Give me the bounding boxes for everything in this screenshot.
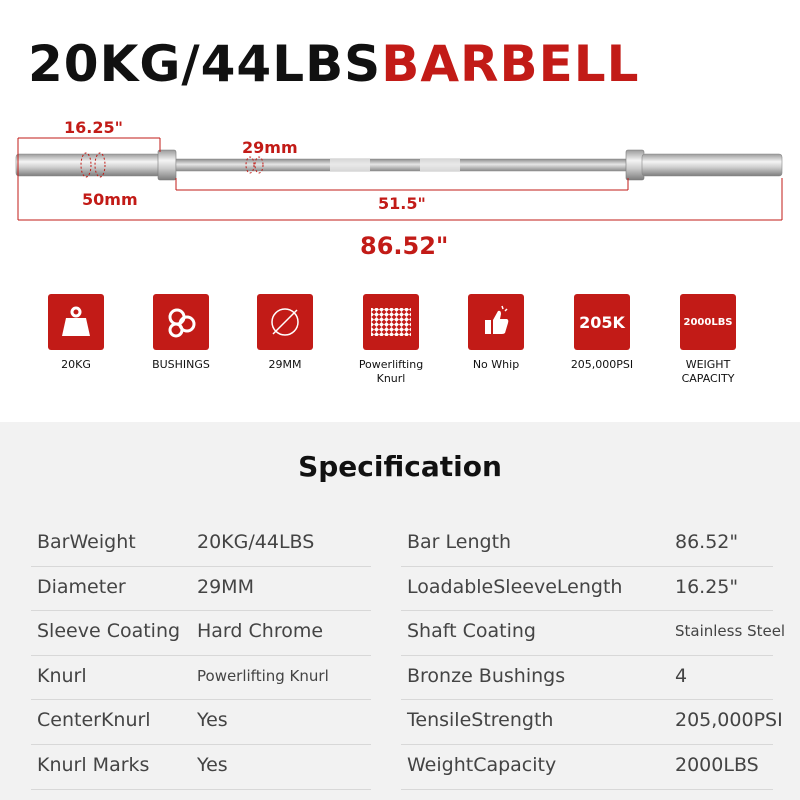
feature-icons xyxy=(0,294,800,394)
feature-label: 29MM xyxy=(268,358,302,371)
knurl-icon xyxy=(363,294,419,350)
spec-row xyxy=(401,700,783,745)
spec-row xyxy=(31,700,371,745)
spec-key: Knurl Marks xyxy=(37,753,150,776)
bushings-icon xyxy=(153,294,209,350)
spec-key: Knurl xyxy=(37,664,87,687)
spec-key: TensileStrength xyxy=(407,709,554,732)
spec-left-column xyxy=(31,522,371,790)
thumbs-up-icon xyxy=(468,294,524,350)
spec-value: Yes xyxy=(197,753,228,776)
sleeve-length-label: 16.25" xyxy=(64,118,123,137)
title-weight: 20KG/44LBS xyxy=(28,35,382,93)
spec-row xyxy=(31,522,371,567)
spec-row xyxy=(401,567,773,612)
spec-key: CenterKnurl xyxy=(37,709,151,732)
spec-value: Yes xyxy=(197,709,228,732)
spec-row xyxy=(31,611,371,656)
spec-key: BarWeight xyxy=(37,531,136,553)
feature-label: WEIGHT CAPACITY xyxy=(681,358,735,385)
spec-key: Diameter xyxy=(37,575,126,598)
spec-title: Specification xyxy=(298,450,502,483)
feature-label: No Whip xyxy=(472,358,520,371)
spec-value: Hard Chrome xyxy=(197,620,324,643)
feature-capacity xyxy=(663,294,753,386)
spec-row xyxy=(401,611,786,656)
capacity-badge: 2000LBS xyxy=(680,294,736,350)
feature-diameter xyxy=(240,294,330,372)
spec-row xyxy=(31,656,371,701)
spec-right-column xyxy=(401,522,786,790)
feature-tensile xyxy=(557,294,647,372)
specification-section xyxy=(0,422,800,800)
feature-label: BUSHINGS xyxy=(152,358,210,371)
feature-no-whip xyxy=(451,294,541,372)
feature-knurl xyxy=(346,294,436,386)
weight-icon xyxy=(48,294,104,350)
feature-bushings xyxy=(136,294,226,372)
title-product: BARBELL xyxy=(381,35,640,93)
spec-value: 16.25" xyxy=(675,575,739,598)
page-title xyxy=(28,34,640,94)
spec-value: 29MM xyxy=(197,575,254,598)
shaft-length-label: 51.5" xyxy=(378,194,426,213)
spec-row xyxy=(401,656,773,701)
diameter-icon xyxy=(257,294,313,350)
spec-value: 20KG/44LBS xyxy=(197,531,315,553)
spec-value: Powerlifting Knurl xyxy=(197,666,329,685)
spec-value: 2000LBS xyxy=(675,753,759,776)
spec-key: Shaft Coating xyxy=(407,620,536,643)
spec-key: Bar Length xyxy=(407,531,512,553)
feature-weight xyxy=(31,294,121,372)
spec-key: Bronze Bushings xyxy=(407,664,566,687)
spec-value: Stainless Steel xyxy=(675,622,786,641)
spec-key: WeightCapacity xyxy=(407,753,557,776)
tensile-badge: 205K xyxy=(574,294,630,350)
spec-value: 4 xyxy=(675,664,688,687)
spec-row xyxy=(401,745,773,790)
total-length-label: 86.52" xyxy=(360,232,449,260)
spec-key: LoadableSleeveLength xyxy=(407,575,623,598)
spec-value: 205,000PSI xyxy=(675,709,783,732)
barbell-diagram xyxy=(0,110,800,270)
spec-row xyxy=(31,567,371,612)
feature-label: 205,000PSI xyxy=(570,358,634,371)
spec-value: 86.52" xyxy=(675,531,739,553)
spec-row xyxy=(31,745,371,790)
spec-row xyxy=(401,522,773,567)
sleeve-diameter-label: 50mm xyxy=(82,190,138,209)
spec-key: Sleeve Coating xyxy=(37,620,181,643)
shaft-diameter-label: 29mm xyxy=(242,138,298,157)
feature-label: 20KG xyxy=(61,358,91,371)
feature-label: Powerlifting Knurl xyxy=(358,358,424,385)
